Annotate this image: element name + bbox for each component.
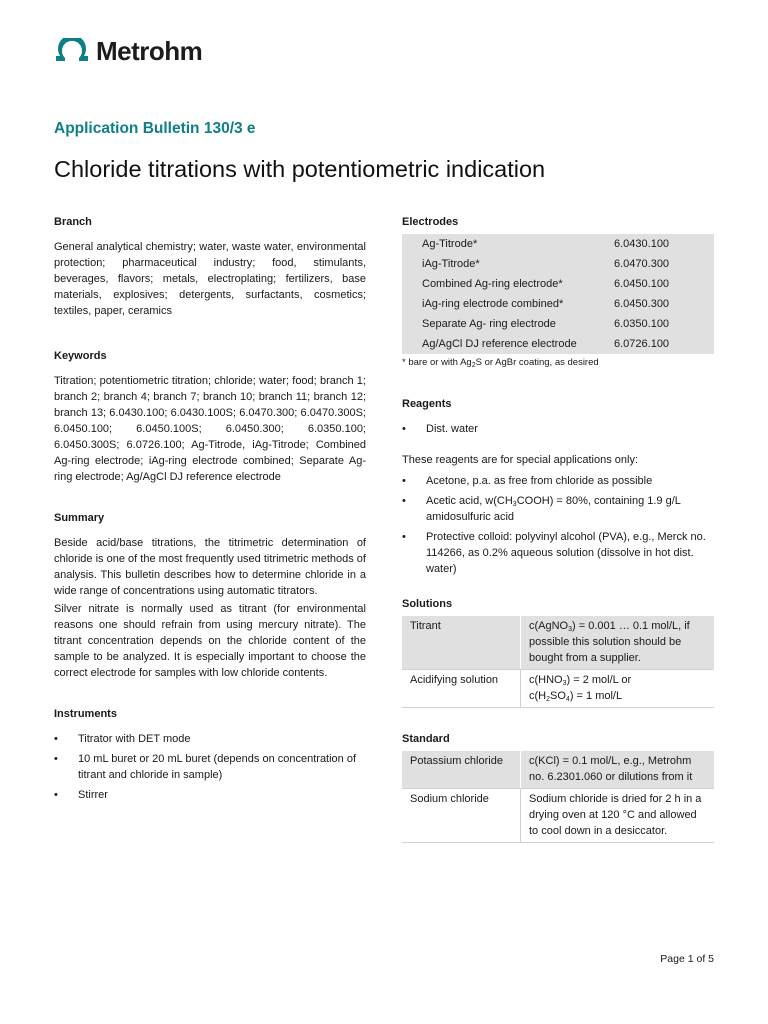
page-title: Chloride titrations with potentiometric indication xyxy=(54,156,546,182)
electrode-code: 6.0350.100 xyxy=(614,314,714,334)
reagent-item: • Acetone, p.a. as free from chloride as possible xyxy=(402,473,714,489)
summary-paragraph-1: Beside acid/base titrations, the titrimetric determination of chloride is one of the most frequently used titrimetric methods of analysis. This bulletin describes how to determine chloride in a wide range of concentrations using automatic titrators. xyxy=(54,537,366,597)
special-reagents-list xyxy=(402,473,714,577)
instruments-heading: Instruments xyxy=(54,708,117,720)
solution-value xyxy=(521,670,715,708)
instruments-list xyxy=(54,731,366,803)
reagent-text: COOH) = 80%, containing 1.9 g/L amidosulfuric acid xyxy=(426,495,681,523)
solution-text: c(H xyxy=(529,690,547,702)
solutions-table xyxy=(402,616,714,708)
reagent-item xyxy=(402,493,714,525)
table-row xyxy=(402,789,714,843)
solution-label: Titrant xyxy=(402,616,521,670)
electrodes-section xyxy=(402,216,714,370)
reagent-item: • Dist. water xyxy=(402,421,714,437)
electrode-code: 6.0726.100 xyxy=(614,334,714,354)
standard-label: Sodium chloride xyxy=(402,789,521,843)
solution-text: ) = 1 mol/L xyxy=(569,690,623,702)
reagents-section xyxy=(402,398,714,577)
bulletin-number: Application Bulletin 130/3 e xyxy=(54,120,256,137)
electrode-code: 6.0450.300 xyxy=(614,294,714,314)
electrode-name: Ag-Titrode* xyxy=(402,234,614,254)
electrodes-footnote xyxy=(402,356,714,370)
solution-value xyxy=(521,616,715,670)
table-row xyxy=(402,234,714,254)
footnote-text: S or AgBr coating, as desired xyxy=(475,357,599,368)
table-row xyxy=(402,616,714,670)
keywords-heading: Keywords xyxy=(54,350,107,362)
instruments-section xyxy=(54,708,366,803)
electrode-code: 6.0450.100 xyxy=(614,274,714,294)
metrohm-logo xyxy=(54,38,202,64)
table-row xyxy=(402,670,714,708)
electrode-name: iAg-ring electrode combined* xyxy=(402,294,614,314)
solution-subscript: 2 xyxy=(546,696,551,703)
solution-subscript: 3 xyxy=(562,680,567,687)
electrode-code: 6.0470.300 xyxy=(614,254,714,274)
electrode-name: Ag/AgCl DJ reference electrode xyxy=(402,334,614,354)
branch-section xyxy=(54,216,366,319)
table-row xyxy=(402,314,714,334)
summary-section xyxy=(54,512,366,681)
standard-label: Potassium chloride xyxy=(402,751,521,789)
special-reagents-intro: These reagents are for special applications only: xyxy=(402,454,639,466)
branch-heading: Branch xyxy=(54,216,92,228)
instrument-item: • Stirrer xyxy=(54,787,366,803)
standard-section xyxy=(402,733,714,843)
reagents-list xyxy=(402,421,714,437)
keywords-section xyxy=(54,350,366,485)
reagent-subscript: 3 xyxy=(512,501,517,508)
instrument-item: • 10 mL buret or 20 mL buret (depends on concentration of titrant and chloride in sample) xyxy=(54,751,366,783)
electrodes-table xyxy=(402,234,714,354)
solution-text: ) = 2 mol/L or xyxy=(566,674,632,686)
standard-heading: Standard xyxy=(402,733,450,745)
page-number: Page 1 of 5 xyxy=(660,953,714,965)
footnote-text: * bare or with Ag xyxy=(402,357,472,368)
brand-name: Metrohm xyxy=(96,36,203,66)
electrode-code: 6.0430.100 xyxy=(614,234,714,254)
solution-text: c(AgNO xyxy=(529,620,569,632)
electrodes-heading: Electrodes xyxy=(402,216,459,228)
reagent-text: Acetic acid, w(CH xyxy=(426,495,513,507)
solution-subscript: 4 xyxy=(565,696,570,703)
right-column xyxy=(402,216,714,843)
electrode-name: iAg-Titrode* xyxy=(402,254,614,274)
reagents-heading: Reagents xyxy=(402,398,452,410)
solutions-section xyxy=(402,598,714,708)
omega-logo-icon xyxy=(54,38,90,64)
left-column xyxy=(54,216,366,824)
reagent-item: • Protective colloid: polyvinyl alcohol (PVA), e.g., Merck no. 114266, as 0.2% aqueous solution (dissolve in hot dist. water) xyxy=(402,529,714,577)
branch-text: General analytical chemistry; water, waste water, environmental protection; pharmaceutical industry; food, stimulants, beverages, flavors; metals, electroplating; fertilizers, base materials, explosives; detergents, surfactants, cosmetics; textiles, paper, ceramics xyxy=(54,241,366,317)
table-row xyxy=(402,334,714,354)
summary-paragraph-2: Silver nitrate is normally used as titrant (for environmental reasons one should refrain from using mercury nitrate). The titrant concentration depends on the chloride content of the sample to be analyzed. It is especially important to choose the correct electrode for samples with low chloride contents. xyxy=(54,603,366,679)
standard-value: Sodium chloride is dried for 2 h in a drying oven at 120 °C and allowed to cool down in a desiccator. xyxy=(521,789,715,843)
table-row xyxy=(402,294,714,314)
solution-subscript: 3 xyxy=(568,626,573,633)
footnote-subscript: 2 xyxy=(471,362,476,369)
keywords-text: Titration; potentiometric titration; chloride; water; food; branch 1; branch 2; branch 4; branch 7; branch 10; branch 11; branch 12; branch 13; 6.0430.100; 6.0430.100S; 6.0470.300; 6.0470.300S; 6.0450.100; 6.0450.100S; 6.0450.300; 6.0350.100; 6.0450.300S; 6.0726.100; Ag-Titrode, iAg-Titrode; Combined Ag-ring electrode; iAg-ring electrode combined; Separate Ag-ring electrode; Ag/AgCl DJ reference electrode xyxy=(54,375,366,483)
electrode-name: Combined Ag-ring electrode* xyxy=(402,274,614,294)
instrument-item: • Titrator with DET mode xyxy=(54,731,366,747)
standard-value: c(KCl) = 0.1 mol/L, e.g., Metrohm no. 6.2301.060 or dilutions from it xyxy=(521,751,715,789)
solution-text: SO xyxy=(550,690,566,702)
summary-heading: Summary xyxy=(54,512,105,524)
table-row xyxy=(402,254,714,274)
solution-text: c(HNO xyxy=(529,674,563,686)
solution-text: ) = 0.001 … 0.1 mol/L, if possible this solution should be bought from a supplier. xyxy=(529,620,690,664)
solution-label: Acidifying solution xyxy=(402,670,521,708)
table-row xyxy=(402,751,714,789)
solutions-heading: Solutions xyxy=(402,598,453,610)
table-row xyxy=(402,274,714,294)
standard-table xyxy=(402,751,714,843)
electrode-name: Separate Ag- ring electrode xyxy=(402,314,614,334)
